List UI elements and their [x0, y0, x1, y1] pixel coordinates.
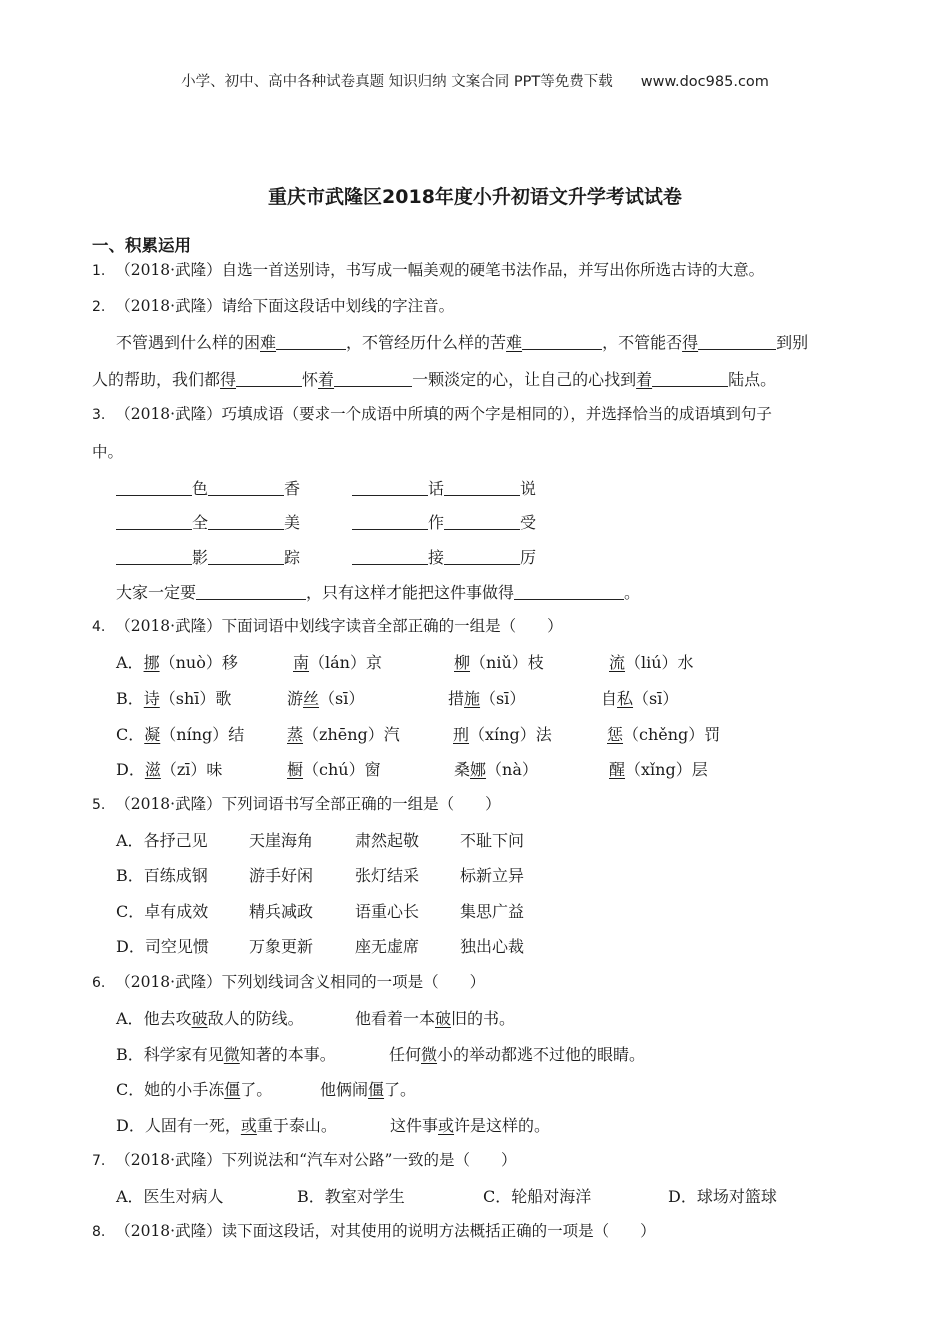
answer-blank[interactable]: [352, 513, 428, 530]
q4-b-item: [448, 686, 525, 709]
question-number: 5.: [92, 797, 106, 813]
question-number: 6.: [92, 975, 106, 991]
idiom-row-3b: [352, 545, 536, 568]
text: 许是这样的。: [454, 1116, 551, 1135]
idiom-char: 踪: [284, 548, 301, 567]
option-label: C．: [116, 1080, 145, 1099]
word: 司空见惯: [144, 937, 209, 956]
text: ，不管经历什么样的苦: [346, 333, 507, 352]
q5-option-a[interactable]: [116, 828, 208, 851]
option-label: C．: [116, 725, 145, 744]
answer-blank[interactable]: [236, 370, 302, 387]
underlined-char: 微: [421, 1045, 438, 1064]
question-text: （2018·武隆）下列词语书写全部正确的一组是（ ）: [115, 795, 501, 813]
option-text: （niǔ）枝: [470, 653, 544, 672]
underlined-char: 南: [293, 653, 310, 672]
question-number: 3.: [92, 407, 106, 423]
idiom-char: 全: [192, 513, 209, 532]
answer-blank[interactable]: [196, 583, 306, 600]
text: 不管遇到什么样的困: [116, 333, 261, 352]
text: 他俩闹: [320, 1080, 369, 1099]
word: 精兵减政: [249, 902, 314, 921]
idiom-row-1: [116, 476, 300, 499]
q4-d-item: [454, 757, 538, 780]
question-4: [92, 614, 563, 636]
text: 重于泰山。: [256, 1116, 337, 1135]
option-text: （nuò）移: [159, 653, 238, 672]
question-number: 8.: [92, 1224, 106, 1240]
underlined-char: 着: [636, 370, 653, 389]
option-text: （shī）歌: [159, 689, 232, 708]
underlined-char: 流: [609, 653, 626, 672]
word: 各抒己见: [143, 831, 208, 850]
q6-b-second: [389, 1042, 645, 1065]
question-number: 2.: [92, 299, 106, 315]
q7-option-a[interactable]: A．医生对病人: [116, 1187, 224, 1206]
text: 旧的书。: [451, 1009, 516, 1028]
underlined-char: 得: [220, 370, 237, 389]
option-label: B．: [116, 866, 144, 885]
question-number: 4.: [92, 619, 106, 635]
underlined-char: 橱: [287, 760, 304, 779]
underlined-char: 或: [240, 1116, 257, 1135]
underlined-char: 破: [435, 1009, 452, 1028]
option-text: 游: [287, 689, 304, 708]
q4-a-item: [293, 650, 382, 673]
idiom-row-3: [116, 545, 300, 568]
q4-option-c[interactable]: [116, 722, 244, 745]
option-label: D．: [116, 760, 145, 779]
underlined-char: 凝: [144, 725, 161, 744]
idiom-row-2b: [352, 510, 536, 533]
site-header: [0, 70, 950, 91]
text: 人的帮助，我们都: [92, 370, 221, 389]
question-text: （2018·武隆）下面词语中划线字读音全部正确的一组是（ ）: [115, 617, 563, 635]
question-number: 1.: [92, 263, 106, 279]
underlined-char: 惩: [607, 725, 624, 744]
q4-c-item: [453, 722, 552, 745]
q7-option-b[interactable]: B．教室对学生: [297, 1187, 405, 1206]
option-label: C．: [116, 902, 145, 921]
idiom-char: 说: [520, 479, 537, 498]
q4-c-item: [287, 722, 400, 745]
word: 独出心裁: [460, 937, 525, 956]
text: 陆点。: [728, 370, 777, 389]
answer-blank[interactable]: [352, 548, 428, 565]
q4-d-item: [287, 757, 381, 780]
q4-option-d[interactable]: [116, 757, 222, 780]
idiom-char: 作: [428, 513, 445, 532]
answer-blank[interactable]: [698, 333, 776, 350]
q6-d-second: [390, 1113, 550, 1136]
q4-b-item: [601, 686, 678, 709]
q6-option-a[interactable]: [116, 1006, 304, 1029]
word: 天崖海角: [249, 831, 314, 850]
word: 语重心长: [355, 902, 420, 921]
option-text: （xíng）法: [469, 725, 552, 744]
question-6: [92, 970, 485, 992]
word: 卓有成效: [144, 902, 209, 921]
question-5: [92, 792, 501, 814]
idiom-char: 影: [192, 548, 209, 567]
question-text: （2018·武隆）下列划线词含义相同的一项是（ ）: [115, 973, 486, 991]
text: 。: [624, 583, 641, 602]
underlined-char: 蒸: [287, 725, 304, 744]
answer-blank[interactable]: [208, 548, 284, 565]
text: 任何: [389, 1045, 422, 1064]
option-label: A．: [116, 1009, 144, 1028]
text: 他去攻: [143, 1009, 192, 1028]
q2-passage-line-1: [116, 330, 808, 353]
option-label: B．: [116, 689, 144, 708]
underlined-char: 柳: [454, 653, 471, 672]
option-text: （nà）: [486, 760, 538, 779]
text: 知著的本事。: [239, 1045, 336, 1064]
q7-option-c[interactable]: C．轮船对海洋: [483, 1187, 592, 1206]
q6-c-second: [320, 1077, 416, 1100]
question-number: 7.: [92, 1153, 106, 1169]
text: 他看着一本: [355, 1009, 436, 1028]
answer-blank[interactable]: [522, 333, 602, 350]
q4-option-a[interactable]: [116, 650, 238, 673]
q4-d-item: [609, 757, 708, 780]
text: 大家一定要: [116, 583, 197, 602]
question-text: （2018·武隆）自选一首送别诗，书写成一幅美观的硬笔书法作品，并写出你所选古诗的大意。: [115, 261, 765, 279]
text: 一颗淡定的心，让自己的心找到: [412, 370, 637, 389]
option-label: D．: [116, 937, 145, 956]
word: 标新立异: [460, 866, 525, 885]
underlined-char: 施: [464, 689, 481, 708]
word: 百练成钢: [143, 866, 208, 885]
q5-option-c[interactable]: [116, 899, 208, 922]
option-text: （sī）: [633, 689, 679, 708]
question-1: [92, 258, 764, 280]
option-text: （zī）味: [160, 760, 223, 779]
option-label: B．: [116, 1045, 144, 1064]
answer-blank[interactable]: [444, 513, 520, 530]
answer-blank[interactable]: [444, 479, 520, 496]
option-label: A．: [116, 831, 144, 850]
option-text: （lán）京: [309, 653, 382, 672]
text: 这件事: [390, 1116, 439, 1135]
section-heading: 一、积累运用: [92, 236, 191, 255]
underlined-char: 破: [191, 1009, 208, 1028]
idiom-char: 香: [284, 479, 301, 498]
q6-option-d[interactable]: [116, 1113, 337, 1136]
q4-a-item: [609, 650, 694, 673]
q6-option-c[interactable]: [116, 1077, 272, 1100]
word: 游手好闲: [249, 866, 314, 885]
option-text: （chú）窗: [303, 760, 381, 779]
word: 万象更新: [249, 937, 314, 956]
answer-blank[interactable]: [208, 479, 284, 496]
word: 张灯结采: [355, 866, 420, 885]
option-text: （sī）: [319, 689, 365, 708]
underlined-char: 难: [506, 333, 523, 352]
idiom-char: 受: [520, 513, 537, 532]
q4-b-item: [287, 686, 364, 709]
question-text: （2018·武隆）巧填成语（要求一个成语中所填的两个字是相同的），并选择恰当的成语填到句子: [115, 405, 772, 423]
option-text: （liú）水: [625, 653, 694, 672]
idiom-row-1b: [352, 476, 536, 499]
header-text: 小学、初中、高中各种试卷真题 知识归纳 文案合同 PPT等免费下载: [181, 74, 613, 90]
underlined-char: 微: [223, 1045, 240, 1064]
q6-a-second: [355, 1006, 515, 1029]
question-3: [92, 402, 772, 424]
answer-blank[interactable]: [334, 370, 412, 387]
text: ，不管能否: [602, 333, 683, 352]
question-text: （2018·武隆）读下面这段话，对其使用的说明方法概括正确的一项是（ ）: [115, 1222, 656, 1240]
answer-blank[interactable]: [514, 583, 624, 600]
answer-blank[interactable]: [444, 548, 520, 565]
option-label: D．: [116, 1116, 145, 1135]
q4-c-item: [607, 722, 720, 745]
underlined-char: 丝: [303, 689, 320, 708]
underlined-char: 醒: [609, 760, 626, 779]
text: 小的举动都逃不过他的眼睛。: [437, 1045, 646, 1064]
text: 到别: [776, 333, 809, 352]
text: 科学家有见: [143, 1045, 224, 1064]
option-text: （chěng）罚: [623, 725, 721, 744]
text: 怀: [302, 370, 319, 389]
q4-a-item: [454, 650, 544, 673]
answer-blank[interactable]: [208, 513, 284, 530]
answer-blank[interactable]: [116, 479, 192, 496]
underlined-char: 私: [617, 689, 634, 708]
underlined-char: 难: [260, 333, 277, 352]
question-text: （2018·武隆）请给下面这段话中划线的字注音。: [115, 297, 455, 315]
question-text: （2018·武隆）下列说法和“汽车对公路”一致的是（ ）: [115, 1151, 517, 1169]
page-title: 重庆市武隆区2018年度小升初语文升学考试试卷: [268, 186, 682, 208]
q3-sentence: [116, 580, 640, 603]
underlined-char: 娜: [470, 760, 487, 779]
idiom-row-2: [116, 510, 300, 533]
idiom-char: 色: [192, 479, 209, 498]
underlined-char: 诗: [143, 689, 160, 708]
text: 敌人的防线。: [207, 1009, 304, 1028]
option-label: A．: [116, 653, 144, 672]
underlined-char: 刑: [453, 725, 470, 744]
answer-blank[interactable]: [276, 333, 346, 350]
idiom-char: 话: [428, 479, 445, 498]
q5-option-d[interactable]: [116, 934, 209, 957]
text: 了。: [384, 1080, 417, 1099]
word: 集思广益: [460, 902, 525, 921]
option-text: 自: [601, 689, 618, 708]
underlined-char: 或: [438, 1116, 455, 1135]
answer-blank[interactable]: [116, 548, 192, 565]
option-text: （níng）结: [160, 725, 245, 744]
underlined-char: 滋: [144, 760, 161, 779]
question-7: [92, 1148, 516, 1170]
text: 她的小手冻: [144, 1080, 225, 1099]
question-2: [92, 294, 454, 316]
q7-option-d[interactable]: D．球场对篮球: [668, 1187, 777, 1206]
option-text: 桑: [454, 760, 471, 779]
underlined-char: 挪: [143, 653, 160, 672]
q2-passage-line-2: [92, 367, 776, 390]
option-text: （xǐng）层: [625, 760, 708, 779]
header-url[interactable]: www.doc985.com: [640, 74, 769, 90]
option-text: 措: [448, 689, 465, 708]
text: ，只有这样才能把这件事做得: [306, 583, 515, 602]
idiom-char: 厉: [520, 548, 537, 567]
answer-blank[interactable]: [116, 513, 192, 530]
q4-option-b[interactable]: [116, 686, 231, 709]
idiom-char: 美: [284, 513, 301, 532]
word: 座无虚席: [355, 937, 420, 956]
answer-blank[interactable]: [352, 479, 428, 496]
word: 肃然起敬: [355, 831, 420, 850]
answer-blank[interactable]: [652, 370, 728, 387]
q5-option-b[interactable]: [116, 863, 208, 886]
word: 不耻下问: [460, 831, 525, 850]
text: 人固有一死，: [144, 1116, 241, 1135]
underlined-char: 得: [682, 333, 699, 352]
question-3-cont: 中。: [92, 443, 124, 461]
option-text: （zhēng）汽: [303, 725, 400, 744]
underlined-char: 僵: [224, 1080, 241, 1099]
underlined-char: 着: [318, 370, 335, 389]
q6-option-b[interactable]: [116, 1042, 336, 1065]
text: 了。: [240, 1080, 273, 1099]
option-text: （sī）: [480, 689, 526, 708]
idiom-char: 接: [428, 548, 445, 567]
question-8: [92, 1219, 656, 1241]
underlined-char: 僵: [368, 1080, 385, 1099]
